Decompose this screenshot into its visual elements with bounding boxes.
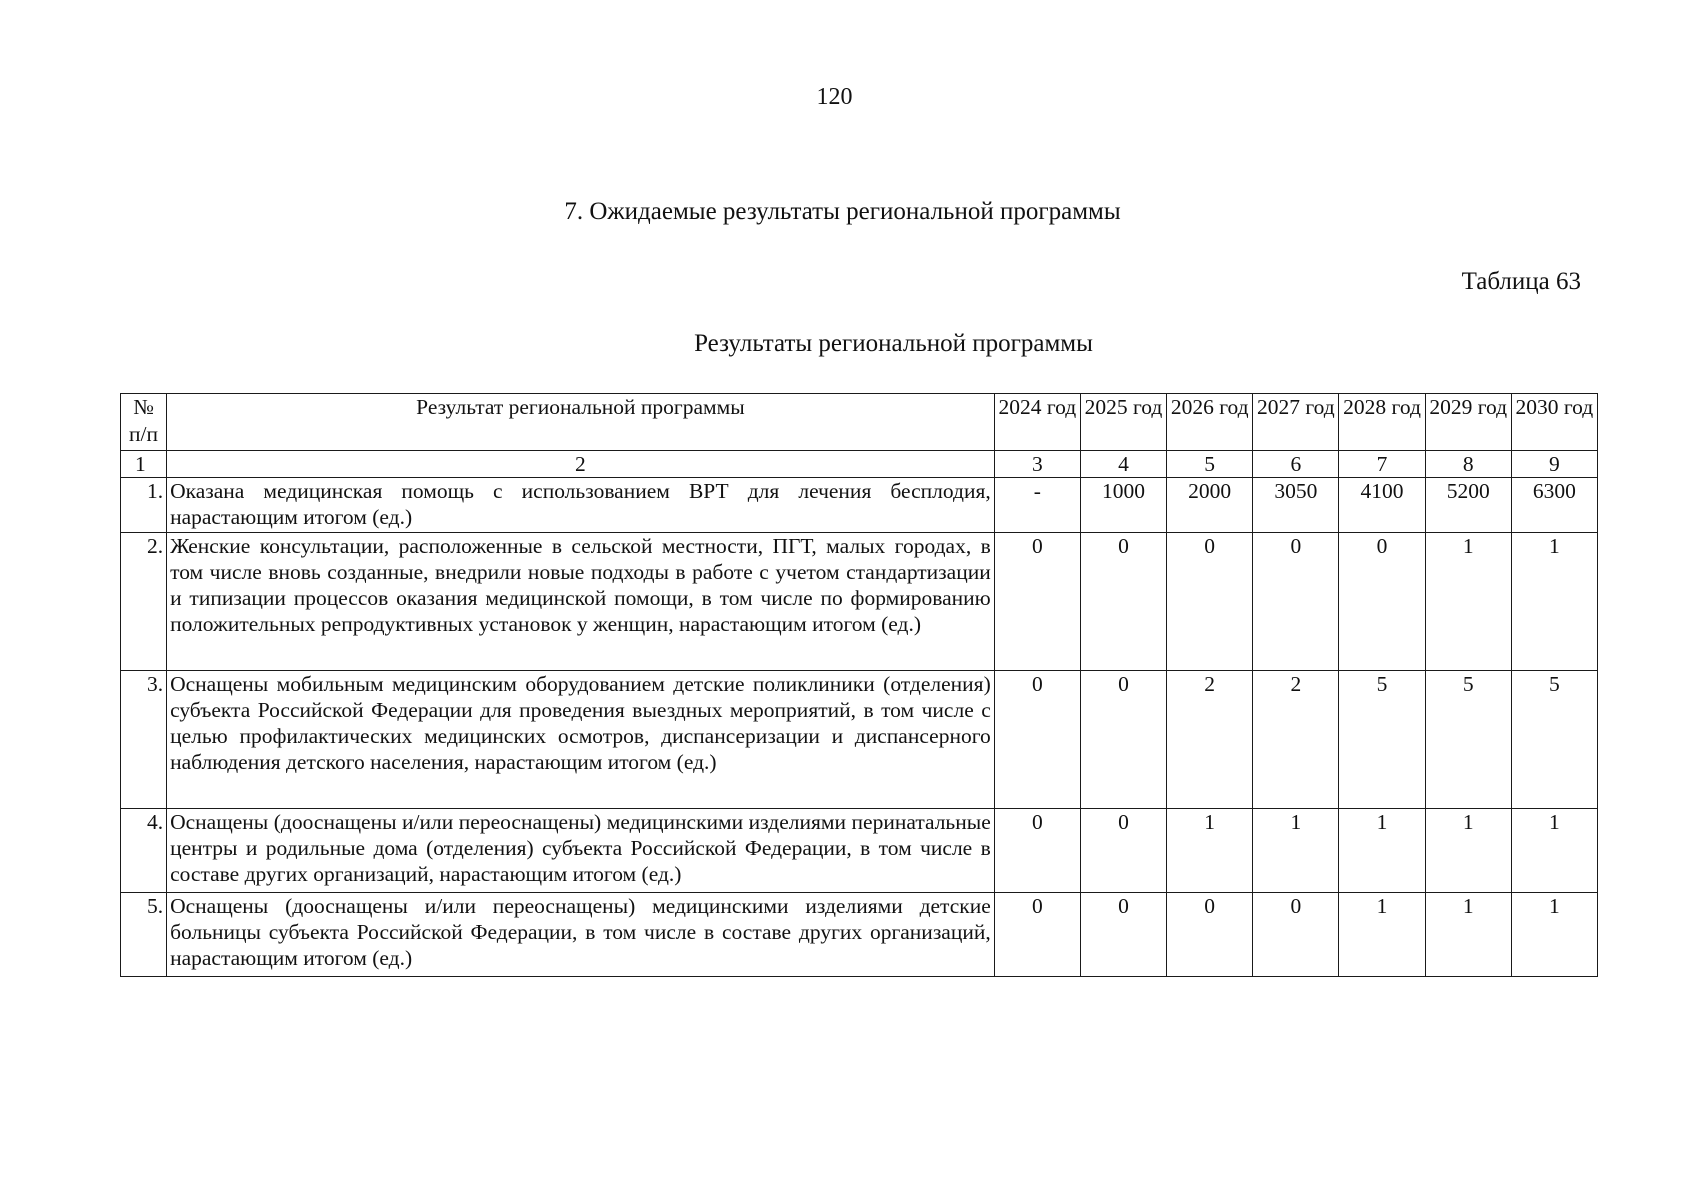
row-value: 3050: [1253, 478, 1339, 533]
row-value: 0: [1253, 893, 1339, 977]
index-cell: 7: [1339, 451, 1425, 478]
header-year: 2027 год: [1253, 394, 1339, 451]
row-value: 1: [1511, 533, 1597, 671]
row-value: 1: [1339, 809, 1425, 893]
table-row: [121, 533, 1598, 671]
row-value: 1: [1425, 893, 1511, 977]
row-result-text: Оснащены мобильным медицинским оборудованием детские поликлиники (отделения) субъекта Российской Федерации для проведения выездных мероприятий, в том числе с целью профилактических медицинских осмотров, диспансеризации и диспансерного наблюдения детского населения, нарастающим итогом (ед.): [167, 671, 995, 809]
table-row: [121, 478, 1598, 533]
row-number: 4.: [121, 809, 167, 893]
row-value: 1: [1425, 533, 1511, 671]
table-header-row: [121, 394, 1598, 451]
table-index-row: [121, 451, 1598, 478]
header-year: 2029 год: [1425, 394, 1511, 451]
header-year: 2024 год: [994, 394, 1080, 451]
row-value: 0: [994, 671, 1080, 809]
row-number: 3.: [121, 671, 167, 809]
index-cell: 1: [121, 451, 167, 478]
row-value: 0: [1339, 533, 1425, 671]
page-number: 120: [816, 84, 853, 110]
row-result-text: Оснащены (дооснащены и/или переоснащены) медицинскими изделиями детские больницы субъекта Российской Федерации, в том числе в составе других организаций, нарастающим итогом (ед.): [167, 893, 995, 977]
index-cell: 4: [1080, 451, 1166, 478]
table-title: Результаты региональной программы: [694, 330, 1093, 357]
index-cell: 3: [994, 451, 1080, 478]
results-table: [120, 393, 1598, 977]
row-result-text: Оснащены (дооснащены и/или переоснащены) медицинскими изделиями перинатальные центры и родильные дома (отделения) субъекта Российской Федерации, в том числе в составе других организаций, нарастающим итогом (ед.): [167, 809, 995, 893]
row-value: 2: [1167, 671, 1253, 809]
table-label: Таблица 63: [1461, 268, 1581, 295]
table-row: [121, 809, 1598, 893]
row-value: 0: [1080, 893, 1166, 977]
row-value: 0: [1080, 671, 1166, 809]
row-result-text: Женские консультации, расположенные в сельской местности, ПГТ, малых городах, в том числе вновь созданные, внедрили новые подходы в работе с учетом стандартизации и типизации процессов оказания медицинской помощи, в том числе по формированию положительных репродуктивных установок у женщин, нарастающим итогом (ед.): [167, 533, 995, 671]
table-row: [121, 671, 1598, 809]
row-value: 5: [1339, 671, 1425, 809]
row-value: -: [994, 478, 1080, 533]
section-title: 7. Ожидаемые результаты региональной программы: [564, 198, 1121, 225]
header-year: 2028 год: [1339, 394, 1425, 451]
row-value: 1: [1253, 809, 1339, 893]
header-year: 2026 год: [1167, 394, 1253, 451]
row-value: 1: [1511, 809, 1597, 893]
row-number: 1.: [121, 478, 167, 533]
row-value: 0: [994, 533, 1080, 671]
index-cell: 6: [1253, 451, 1339, 478]
row-value: 5200: [1425, 478, 1511, 533]
row-value: 0: [1253, 533, 1339, 671]
row-value: 6300: [1511, 478, 1597, 533]
row-value: 0: [1167, 893, 1253, 977]
index-cell: 8: [1425, 451, 1511, 478]
row-value: 5: [1511, 671, 1597, 809]
row-value: 1000: [1080, 478, 1166, 533]
row-value: 2000: [1167, 478, 1253, 533]
index-cell: 5: [1167, 451, 1253, 478]
index-cell: 2: [167, 451, 995, 478]
header-name: Результат региональной программы: [167, 394, 995, 451]
row-number: 2.: [121, 533, 167, 671]
row-value: 1: [1339, 893, 1425, 977]
row-value: 0: [1080, 809, 1166, 893]
row-value: 0: [994, 893, 1080, 977]
header-num: № п/п: [121, 394, 167, 451]
row-value: 0: [1080, 533, 1166, 671]
table-row: [121, 893, 1598, 977]
row-value: 4100: [1339, 478, 1425, 533]
row-value: 1: [1425, 809, 1511, 893]
row-value: 0: [1167, 533, 1253, 671]
row-value: 2: [1253, 671, 1339, 809]
row-number: 5.: [121, 893, 167, 977]
header-year: 2025 год: [1080, 394, 1166, 451]
row-value: 1: [1511, 893, 1597, 977]
header-year: 2030 год: [1511, 394, 1597, 451]
index-cell: 9: [1511, 451, 1597, 478]
row-value: 5: [1425, 671, 1511, 809]
row-result-text: Оказана медицинская помощь с использованием ВРТ для лечения бесплодия, нарастающим итогом (ед.): [167, 478, 995, 533]
row-value: 0: [994, 809, 1080, 893]
row-value: 1: [1167, 809, 1253, 893]
